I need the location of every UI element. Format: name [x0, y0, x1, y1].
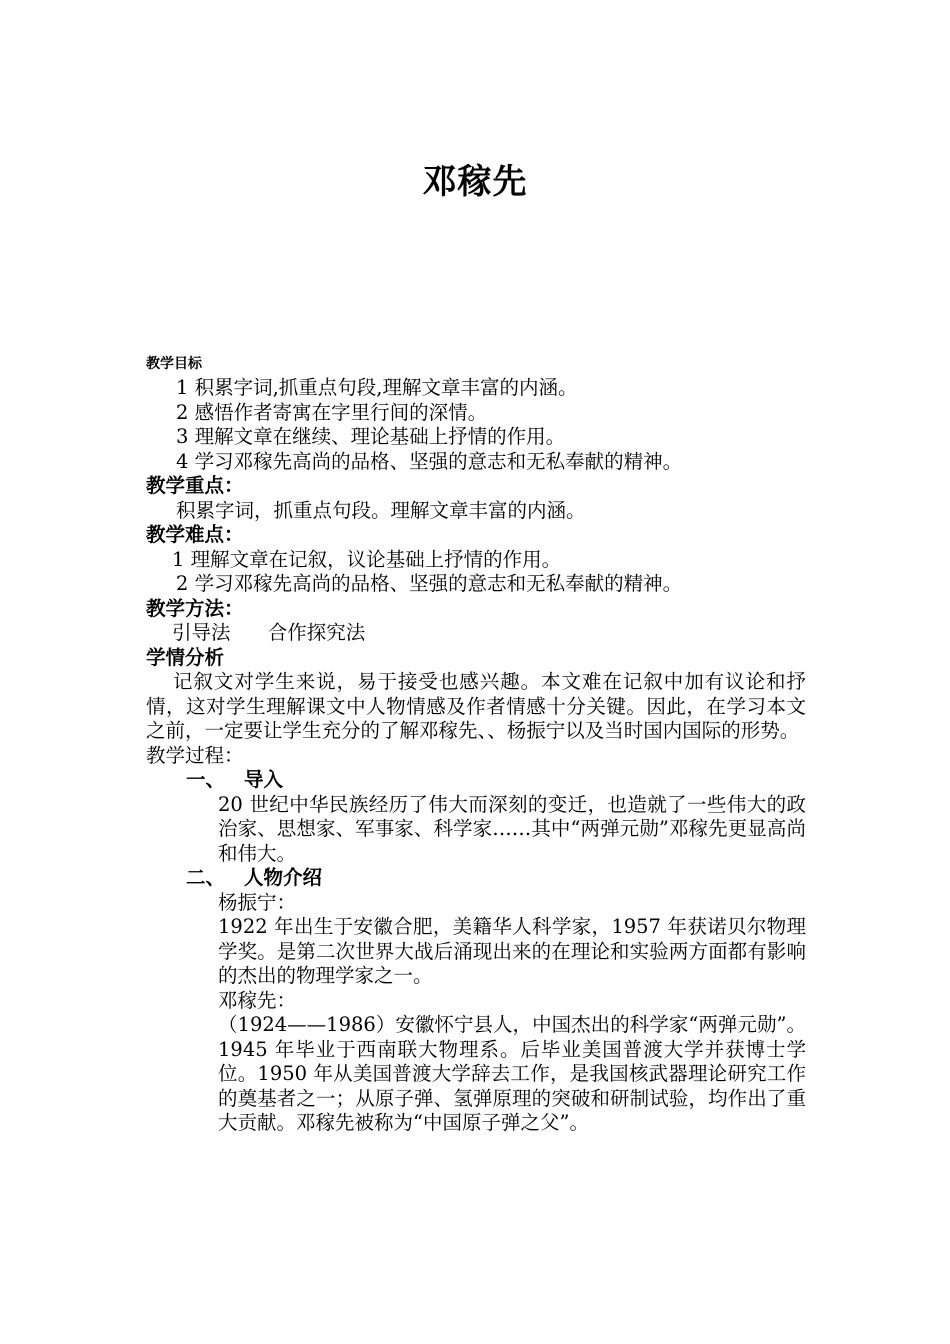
yang-text: 1922 年出生于安徽合肥，美籍华人科学家，1957 年获诺贝尔物理学奖。是第二次世界大战后涌现出来的在理论和实验两方面都有影响的杰出的物理学家之一。: [218, 915, 806, 987]
methods-text: 引导法 合作探究法: [172, 621, 366, 644]
page-title: 邓稼先: [422, 162, 528, 202]
objective-item: 2 感悟作者寄寓在字里行间的深情。: [176, 400, 488, 424]
section-heading-intro: [146, 768, 806, 793]
analysis-text: 记叙文对学生来说，易于接受也感兴趣。本文难在记叙中加有议论和抒情，这对学生理解课文中人物情感及作者情感十分关键。因此，在学习本文之前，一定要让学生充分的了解邓稼先、、杨振宁以及当时国内国际的形势。: [146, 670, 806, 742]
deng-label: 邓稼先：: [218, 988, 297, 1012]
process-heading: 教学过程：: [146, 743, 244, 767]
document-body: [146, 352, 806, 1136]
objective-item: 4 学习邓稼先高尚的品格、坚强的意志和无私奉献的精神。: [176, 449, 683, 473]
objectives-heading: 教学目标: [146, 356, 202, 372]
section-title: 人物介绍: [244, 866, 323, 889]
key-points-heading: 教学重点：: [146, 474, 244, 497]
intro-text: 20 世纪中华民族经历了伟大而深刻的变迁，也造就了一些伟大的政治家、思想家、军事家、科学家……其中“两弹元勋”邓稼先更显高尚和伟大。: [218, 792, 806, 865]
analysis-heading: 学情分析: [146, 645, 225, 669]
section-title: 导入: [244, 768, 284, 791]
yang-label: 杨振宁：: [218, 890, 297, 914]
section-number: 二、: [186, 866, 226, 889]
difficulty-item: 2 学习邓稼先高尚的品格、坚强的意志和无私奉献的精神。: [176, 572, 683, 595]
deng-text: （1924——1986）安徽怀宁县人，中国杰出的科学家“两弹元勋”。1945 年毕业于西南联大物理系。后毕业美国普渡大学并获博士学位。1950 年从美国普渡大学辞去工作，是我国核武器理论研究工作的奠基者之一；从原子弹、氢弹原理的突破和研制试验，均作出了重大贡献。邓稼先被称为“中国原子弹之父”。: [218, 1013, 806, 1134]
key-points-text: 积累字词，抓重点句段。理解文章丰富的内涵。: [176, 498, 586, 522]
objective-item: 3 理解文章在继续、理论基础上抒情的作用。: [176, 425, 566, 448]
objective-item: 1 积累字词,抓重点句段,理解文章丰富的内涵。: [176, 376, 578, 399]
difficulty-item: 1 理解文章在记叙，议论基础上抒情的作用。: [172, 547, 562, 571]
section-number: 一、: [186, 768, 226, 791]
section-heading-people: [146, 866, 806, 891]
difficulties-heading: 教学难点：: [146, 523, 244, 546]
methods-heading: 教学方法：: [146, 596, 244, 620]
